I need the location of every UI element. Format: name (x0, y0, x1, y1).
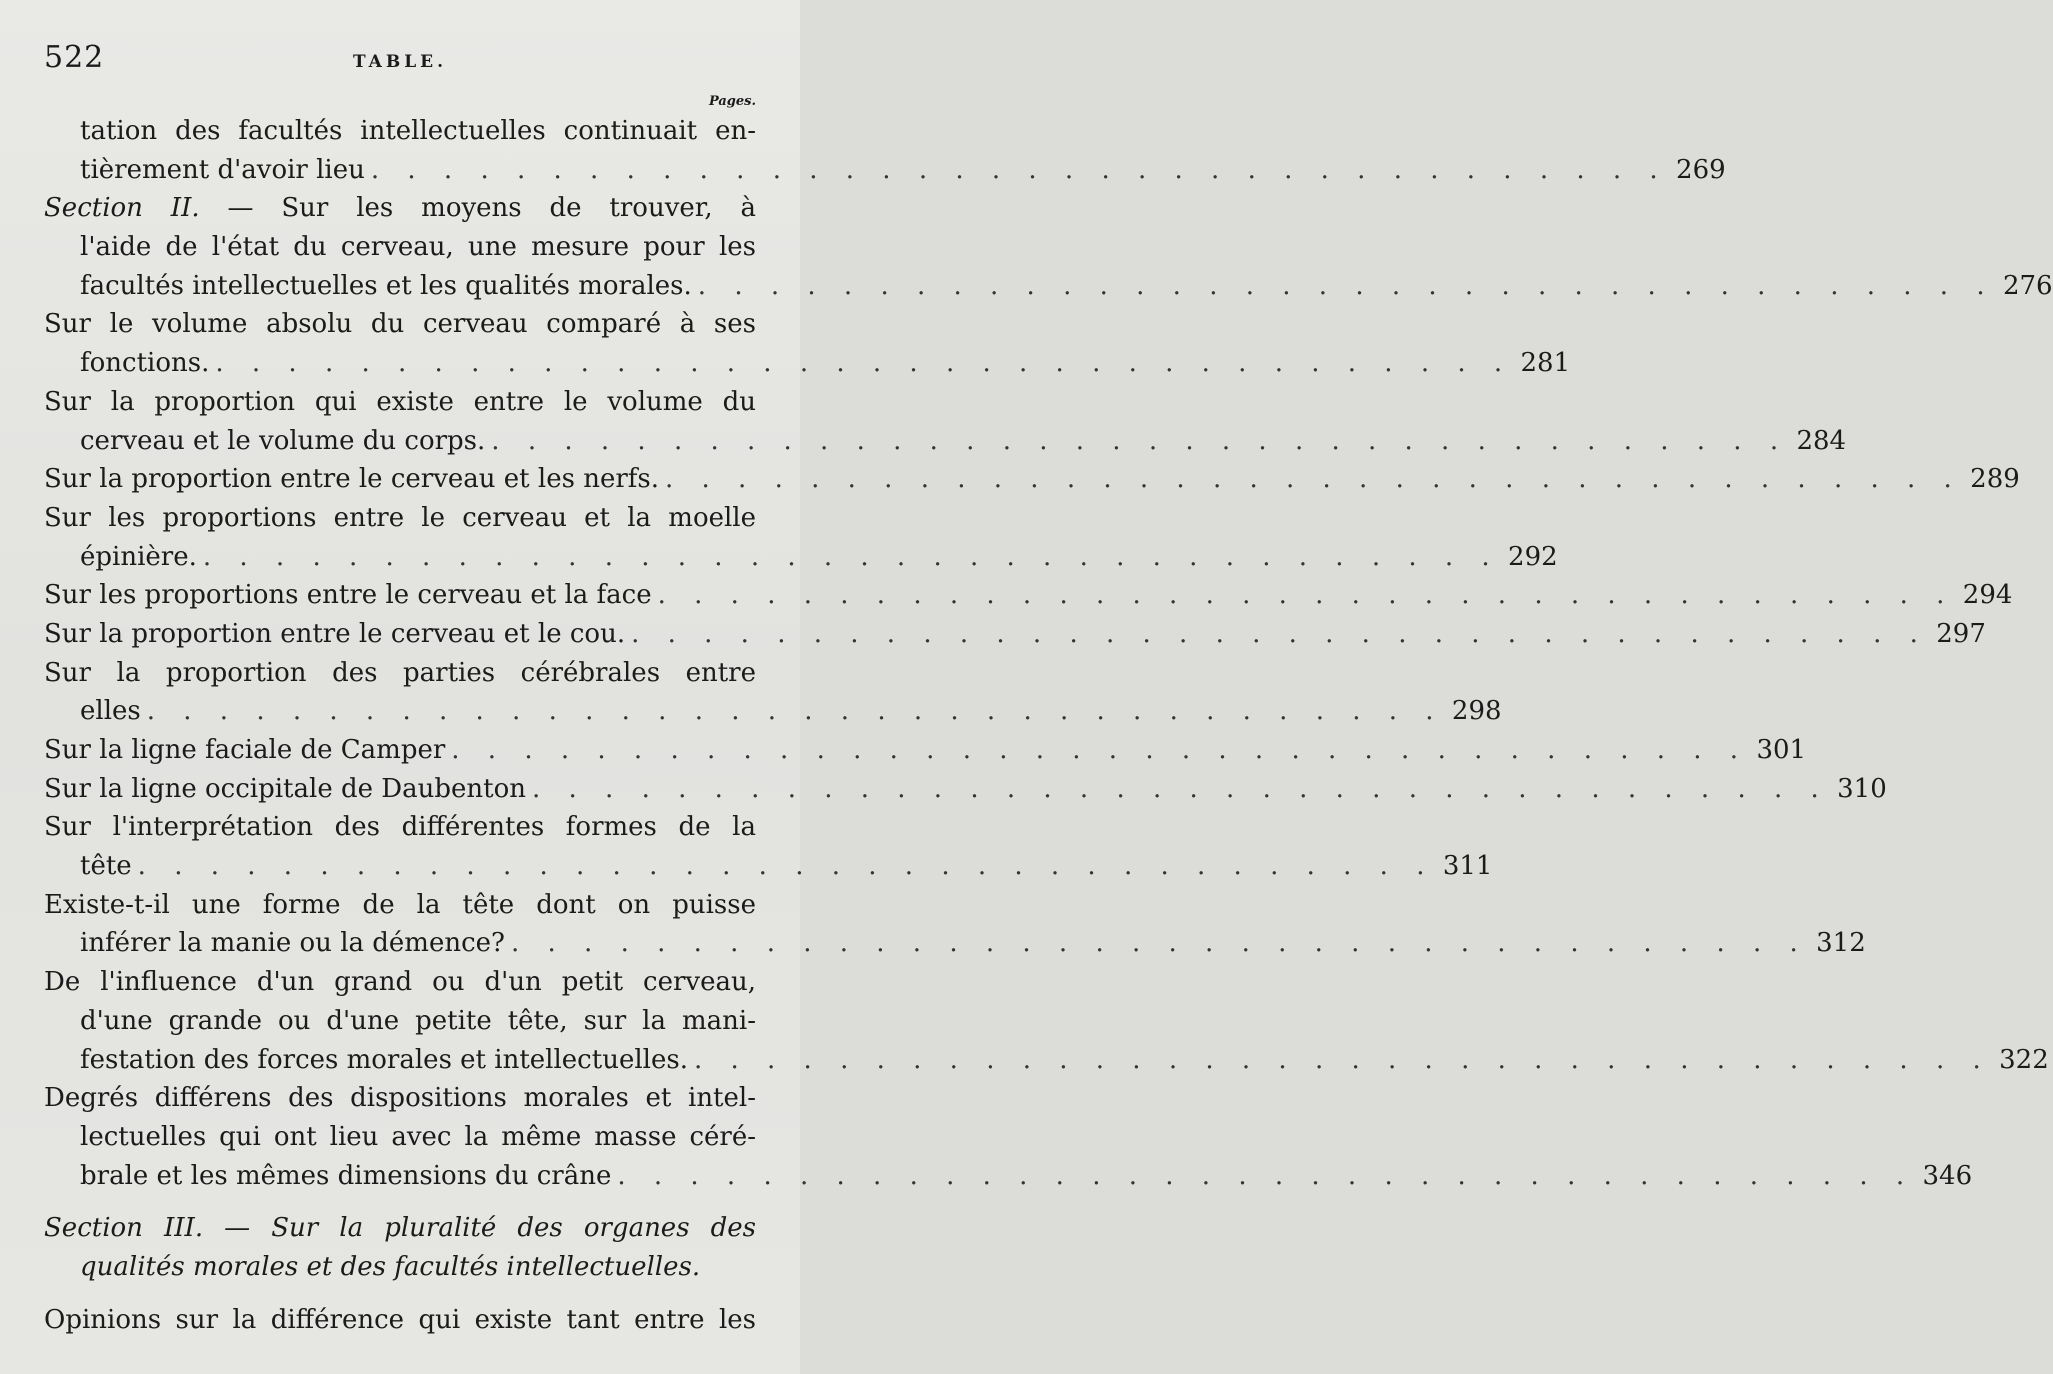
dot-leader: . . . . . . . . . . . . . . . . . . . . . . . . . . . . . . . . . . . . (531, 773, 1829, 804)
toc-line-text: Opinions sur la différence qui existe tant entre les (44, 1304, 756, 1335)
dot-leader: . . . . . . . . . . . . . . . . . . . . . . . . . . . . . . . . . . . . (146, 696, 1444, 727)
dot-leader: . . . . . . . . . . . . . . . . . . . . . . . . . . . . . . . . . . . . (215, 348, 1513, 379)
toc-page-number: 346 (1922, 1160, 1973, 1191)
dot-leader: . . . . . . . . . . . . . . . . . . . . . . . . . . . . . . . . . . . . (657, 580, 1955, 611)
toc-line (44, 731, 1807, 770)
toc-entry (44, 808, 1493, 885)
toc-line-text: Sur la ligne faciale de Camper (44, 735, 446, 765)
toc-page-number: 269 (1676, 154, 1726, 185)
dot-leader: . . . . . . . . . . . . . . . . . . . . . . . . . . . . . . . . . . . . (202, 541, 1500, 572)
toc-line-text: inférer la manie ou la démence? (80, 928, 505, 959)
toc-line-text: épinière. (80, 541, 197, 572)
toc-page-number: 298 (1451, 696, 1502, 727)
toc-line-text: l'aide de l'état du cerveau, une mesure pour les (80, 232, 756, 263)
toc-line (44, 228, 756, 267)
toc-line (44, 963, 756, 1002)
toc-line-text: tièrement d'avoir lieu (80, 154, 365, 185)
toc-entry (44, 615, 1986, 654)
dot-leader: . . . . . . . . . . . . . . . . . . . . . . . . . . . . . . . . . . . . (665, 464, 1962, 495)
toc-page-number: 311 (1442, 851, 1493, 882)
toc-line (44, 1118, 756, 1157)
toc-page-number: 294 (1962, 580, 2013, 611)
toc-line (44, 305, 756, 344)
toc-line (44, 615, 1986, 654)
toc-page-number: 289 (1970, 464, 2020, 495)
toc-line-text: tation des facultés intellectuelles continuait en- (80, 116, 756, 146)
toc-line (44, 189, 756, 228)
dot-leader: . . . . . . . . . . . . . . . . . . . . . . . . . . . . . . . . . . . . (697, 270, 1995, 301)
dot-leader: . . . . . . . . . . . . . . . . . . . . . . . . . . . . . . . . . . . . (137, 851, 1435, 882)
toc-line-text: Sur les proportions entre le cerveau et la face (44, 580, 652, 611)
toc-line-text: Sur les proportions entre le cerveau et la moelle (44, 502, 756, 533)
section-heading (44, 1248, 756, 1287)
toc-line-text: festation des forces morales et intellectuelles. (80, 1044, 688, 1075)
toc-page-number: 301 (1756, 735, 1807, 765)
toc-line-text: d'une grande ou d'une petite tête, sur la mani- (80, 1005, 756, 1036)
toc-entry (44, 576, 2013, 615)
toc-line (44, 692, 1502, 731)
toc-line-text: Sur la ligne occipitale de Daubenton (44, 773, 526, 804)
section-heading-text: Section III. — Sur la pluralité des organes des (44, 1213, 756, 1244)
dot-leader: . . . . . . . . . . . . . . . . . . . . . . . . . . . . . . . . . . . . (510, 928, 1808, 959)
toc-entry (44, 654, 1502, 731)
toc-line (44, 112, 756, 151)
page-title: TABLE. (352, 52, 448, 72)
toc-entry (44, 383, 1847, 460)
toc-entry (44, 499, 1558, 576)
toc-line-text: lectuelles qui ont lieu avec la même masse céré- (80, 1121, 756, 1152)
toc-line-text: Sur le volume absolu du cerveau comparé à ses (44, 309, 756, 340)
toc-entry (44, 963, 2049, 1079)
toc-line-text: De l'influence d'un grand ou d'un petit cerveau, (44, 967, 756, 998)
toc-line (44, 1301, 756, 1340)
toc-line-text: elles (80, 696, 141, 727)
table-of-contents (44, 112, 2053, 1339)
toc-page-number: 292 (1508, 541, 1558, 572)
toc-line-text: Section II. — Sur les moyens de trouver, à (44, 193, 756, 224)
toc-entry (44, 189, 2053, 305)
toc-line-text: tête (80, 851, 132, 882)
dot-leader: . . . . . . . . . . . . . . . . . . . . . . . . . . . . . . . . . . . . (370, 154, 1668, 185)
toc-page-number: 284 (1796, 425, 1847, 456)
toc-entry (44, 1079, 1973, 1195)
toc-line-text: Sur la proportion entre le cerveau et le cou. (44, 618, 626, 649)
toc-page-number: 322 (1999, 1044, 2049, 1075)
toc-page-number: 297 (1936, 618, 1986, 649)
toc-line (44, 1157, 1973, 1196)
page-header (44, 40, 756, 80)
dot-leader: . . . . . . . . . . . . . . . . . . . . . . . . . . . . . . . . . . . . (617, 1160, 1915, 1191)
dot-leader: . . . . . . . . . . . . . . . . . . . . . . . . . . . . . . . . . . . . (631, 618, 1928, 649)
toc-line (44, 770, 1887, 809)
toc-line (44, 886, 756, 925)
toc-line (44, 267, 2053, 306)
toc-line (44, 924, 1866, 963)
toc-entry (44, 731, 1807, 770)
toc-entry (44, 886, 1866, 963)
toc-line-text: Sur la proportion des parties cérébrales entre (44, 657, 756, 688)
toc-line-text: fonctions. (80, 348, 210, 379)
toc-line (44, 460, 2020, 499)
toc-line-text: cerveau et le volume du corps. (80, 425, 486, 456)
toc-line (44, 422, 1847, 461)
toc-page-number: 276 (2002, 270, 2053, 301)
toc-entry (44, 305, 1571, 382)
toc-line-text: Sur la proportion entre le cerveau et les nerfs. (44, 464, 659, 495)
toc-line (44, 847, 1493, 886)
toc-line (44, 576, 2013, 615)
toc-line-text: Degrés différens des dispositions morales et intel- (44, 1083, 756, 1114)
toc-line (44, 538, 1558, 577)
toc-entry (44, 112, 1726, 189)
toc-line (44, 1002, 756, 1041)
toc-line-text: facultés intellectuelles et les qualités morales. (80, 270, 692, 301)
section-heading (44, 1209, 756, 1248)
dot-leader: . . . . . . . . . . . . . . . . . . . . . . . . . . . . . . . . . . . . (451, 735, 1749, 765)
toc-line (44, 808, 756, 847)
dot-leader: . . . . . . . . . . . . . . . . . . . . . . . . . . . . . . . . . . . . (693, 1044, 1991, 1075)
toc-page-number: 281 (1520, 348, 1571, 379)
toc-line (44, 383, 756, 422)
toc-page-number: 312 (1816, 928, 1866, 959)
toc-line (44, 344, 1571, 383)
toc-line (44, 151, 1726, 190)
toc-line (44, 1041, 2049, 1080)
toc-line (44, 1079, 756, 1118)
toc-entry (44, 460, 2020, 499)
toc-line (44, 654, 756, 693)
page-number: 522 (44, 40, 105, 75)
toc-line (44, 499, 756, 538)
toc-line-text: Existe-t-il une forme de la tête dont on puisse (44, 889, 756, 920)
dot-leader: . . . . . . . . . . . . . . . . . . . . . . . . . . . . . . . . . . . . (491, 425, 1789, 456)
toc-line-text: Sur la proportion qui existe entre le volume du (44, 386, 756, 417)
pages-column-label: Pages. (708, 94, 756, 109)
section-heading-text: qualités morales et des facultés intellectuelles. (80, 1251, 701, 1282)
toc-line-text: Sur l'interprétation des différentes formes de la (44, 812, 756, 843)
toc-entry (44, 770, 1887, 809)
toc-line-text: brale et les mêmes dimensions du crâne (80, 1160, 612, 1191)
toc-page-number: 310 (1837, 773, 1887, 804)
